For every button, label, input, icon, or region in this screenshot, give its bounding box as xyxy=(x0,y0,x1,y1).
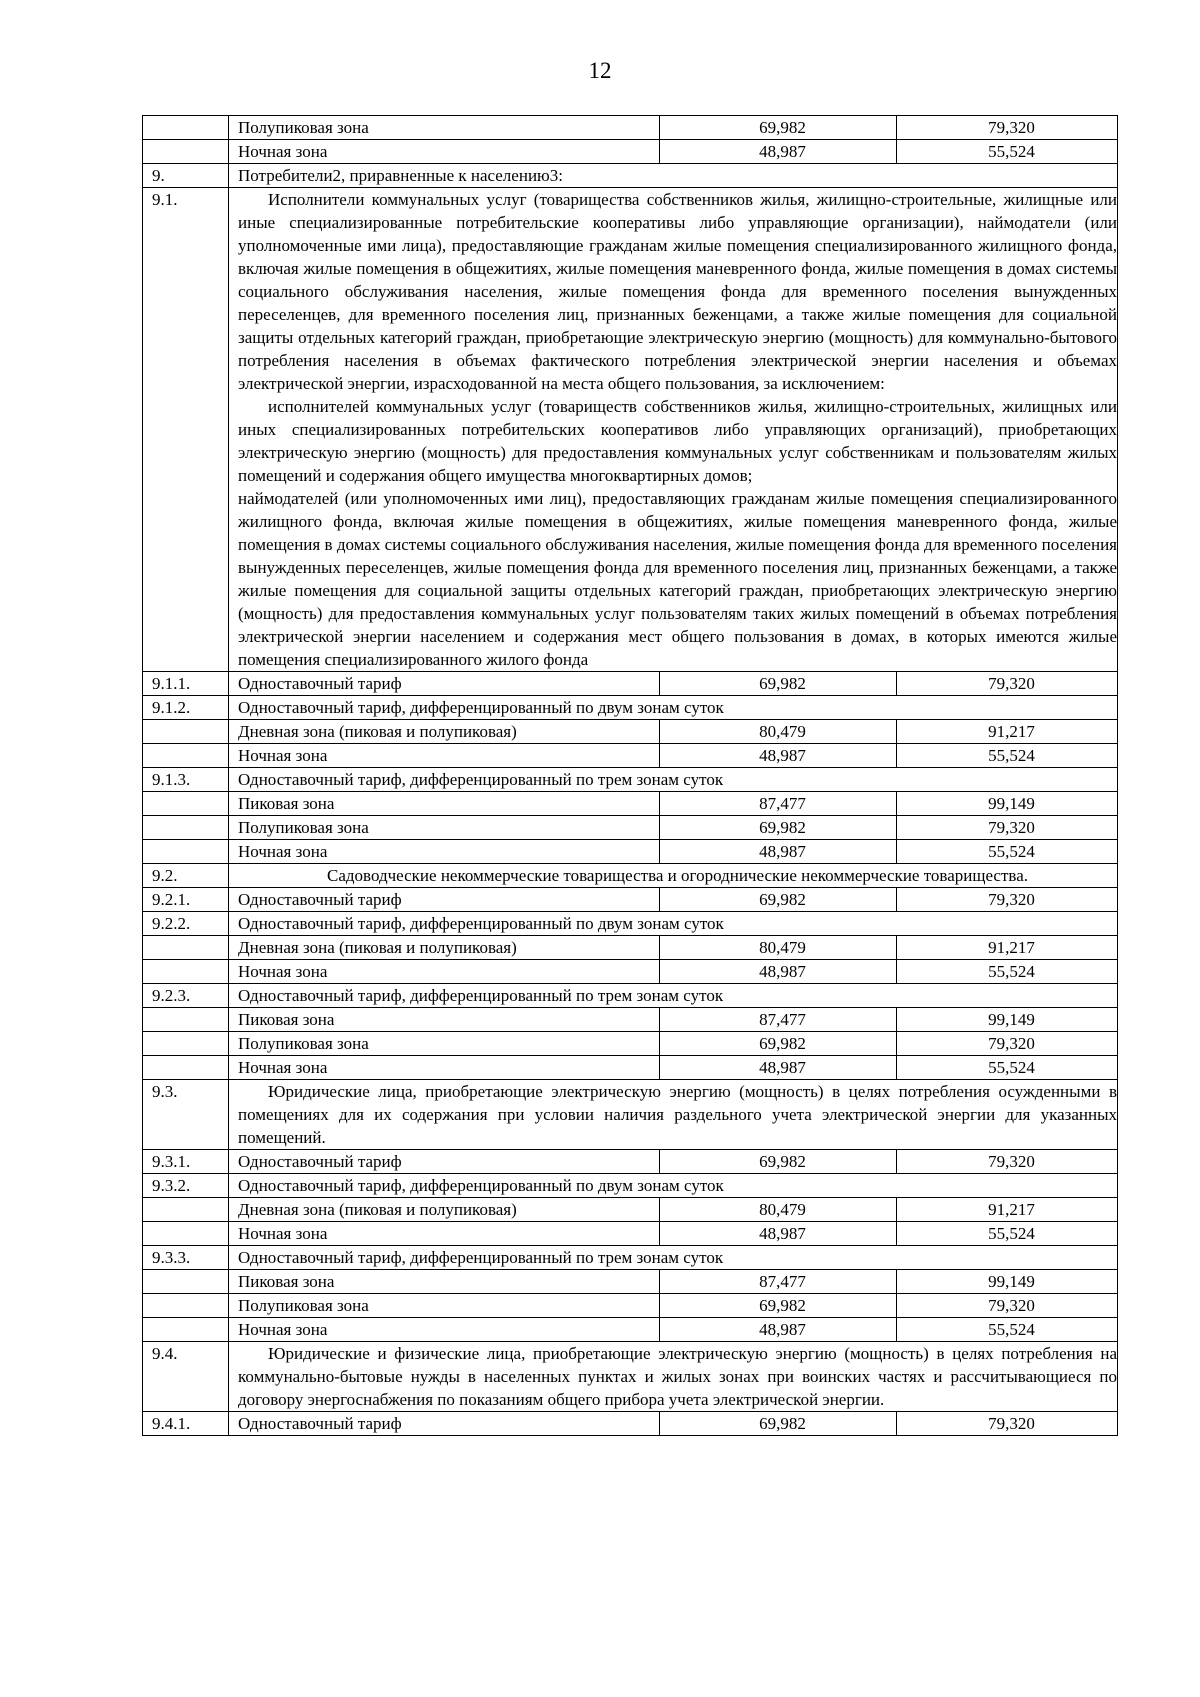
tariff-label: Полупиковая зона xyxy=(229,116,660,140)
table-row xyxy=(143,188,1118,672)
category-description xyxy=(229,1080,1118,1150)
table-row xyxy=(143,984,1118,1008)
tariff-label: Ночная зона xyxy=(229,840,660,864)
row-number xyxy=(143,1294,229,1318)
table-row xyxy=(143,1318,1118,1342)
tariff-group-title: Одноставочный тариф, дифференцированный по трем зонам суток xyxy=(229,984,1118,1008)
row-number: 9.4.1. xyxy=(143,1412,229,1436)
row-number: 9.1.1. xyxy=(143,672,229,696)
description-paragraph: Юридические лица, приобретающие электрическую энергию (мощность) в целях потребления осужденными в помещениях для их содержания при условии наличия раздельного учета электрической энергии для указанных помещений. xyxy=(238,1082,1117,1147)
row-number: 9. xyxy=(143,164,229,188)
row-number xyxy=(143,960,229,984)
tariff-label: Ночная зона xyxy=(229,1056,660,1080)
row-number xyxy=(143,792,229,816)
row-number xyxy=(143,1008,229,1032)
category-description xyxy=(229,1342,1118,1412)
tariff-value-with-vat: 79,320 xyxy=(897,672,1118,696)
row-number: 9.1.2. xyxy=(143,696,229,720)
table-row xyxy=(143,116,1118,140)
tariff-value-without-vat: 48,987 xyxy=(660,840,897,864)
category-title: Садоводческие некоммерческие товарищества и огороднические некоммерческие товарищества. xyxy=(229,864,1118,888)
tariff-value-without-vat: 87,477 xyxy=(660,1008,897,1032)
tariff-label: Ночная зона xyxy=(229,140,660,164)
row-number xyxy=(143,816,229,840)
tariff-label: Полупиковая зона xyxy=(229,1294,660,1318)
tariff-value-without-vat: 80,479 xyxy=(660,720,897,744)
table-row xyxy=(143,140,1118,164)
table-row xyxy=(143,768,1118,792)
tariff-label: Дневная зона (пиковая и полупиковая) xyxy=(229,1198,660,1222)
tariff-value-with-vat: 79,320 xyxy=(897,1150,1118,1174)
table-row xyxy=(143,1198,1118,1222)
tariff-group-title: Одноставочный тариф, дифференцированный по двум зонам суток xyxy=(229,912,1118,936)
tariff-value-without-vat: 48,987 xyxy=(660,960,897,984)
tariff-value-with-vat: 79,320 xyxy=(897,1032,1118,1056)
tariff-group-title: Одноставочный тариф, дифференцированный по двум зонам суток xyxy=(229,696,1118,720)
row-number: 9.3.1. xyxy=(143,1150,229,1174)
tariff-label: Дневная зона (пиковая и полупиковая) xyxy=(229,720,660,744)
tariff-label: Ночная зона xyxy=(229,1318,660,1342)
tariff-value-without-vat: 69,982 xyxy=(660,1294,897,1318)
table-row xyxy=(143,864,1118,888)
row-number: 9.1. xyxy=(143,188,229,672)
tariff-value-with-vat: 91,217 xyxy=(897,936,1118,960)
row-number xyxy=(143,936,229,960)
category-description xyxy=(229,188,1118,672)
row-number xyxy=(143,720,229,744)
table-row xyxy=(143,1008,1118,1032)
tariff-label: Ночная зона xyxy=(229,1222,660,1246)
tariff-value-with-vat: 99,149 xyxy=(897,1008,1118,1032)
table-row xyxy=(143,840,1118,864)
tariff-label: Пиковая зона xyxy=(229,792,660,816)
table-row xyxy=(143,912,1118,936)
tariff-label: Пиковая зона xyxy=(229,1008,660,1032)
tariff-label: Одноставочный тариф xyxy=(229,672,660,696)
tariff-value-without-vat: 80,479 xyxy=(660,1198,897,1222)
page-number: 12 xyxy=(588,58,612,83)
tariff-value-with-vat: 79,320 xyxy=(897,1412,1118,1436)
row-number xyxy=(143,140,229,164)
row-number: 9.2.3. xyxy=(143,984,229,1008)
table-row xyxy=(143,792,1118,816)
tariff-value-with-vat: 79,320 xyxy=(897,816,1118,840)
table-row xyxy=(143,960,1118,984)
tariff-value-without-vat: 69,982 xyxy=(660,1412,897,1436)
table-row xyxy=(143,164,1118,188)
tariff-value-without-vat: 80,479 xyxy=(660,936,897,960)
tariff-value-with-vat: 99,149 xyxy=(897,792,1118,816)
description-paragraph: наймодателей (или уполномоченных ими лиц), предоставляющих гражданам жилые помещения специализированного жилищного фонда, включая жилые помещения в общежитиях, жилые помещения маневренного фонда, жилые помещения в домах системы социального обслуживания населения, жилые помещения фонда для временного поселения вынужденных переселенцев, жилые помещения фонда для временного поселения лиц, признанных беженцами, а также жилые помещения для социальной защиты отдельных категорий граждан, приобретающих электрическую энергию (мощность) для предоставления коммунальных услуг пользователям таких жилых помещений в объемах потребления электрической энергии населением и содержания мест общего пользования в домах, в которых имеются жилые помещения специализированного жилого фонда xyxy=(238,489,1117,669)
row-number xyxy=(143,1270,229,1294)
tariff-value-with-vat: 79,320 xyxy=(897,116,1118,140)
table-row xyxy=(143,1150,1118,1174)
description-paragraph: Юридические и физические лица, приобретающие электрическую энергию (мощность) в целях потребления на коммунально-бытовые нужды в населенных пунктах и жилых зонах при воинских частях и рассчитывающиеся по договору энергоснабжения по показаниям общего прибора учета электрической энергии. xyxy=(238,1344,1117,1409)
tariff-value-without-vat: 48,987 xyxy=(660,1318,897,1342)
table-row xyxy=(143,1174,1118,1198)
table-row xyxy=(143,816,1118,840)
table-row xyxy=(143,720,1118,744)
table-row xyxy=(143,1294,1118,1318)
table-row xyxy=(143,1080,1118,1150)
row-number xyxy=(143,1318,229,1342)
tariff-value-without-vat: 48,987 xyxy=(660,744,897,768)
tariff-value-with-vat: 55,524 xyxy=(897,1222,1118,1246)
tariff-value-with-vat: 91,217 xyxy=(897,720,1118,744)
tariff-label: Дневная зона (пиковая и полупиковая) xyxy=(229,936,660,960)
table-row xyxy=(143,936,1118,960)
tariff-value-without-vat: 69,982 xyxy=(660,1150,897,1174)
row-number xyxy=(143,1056,229,1080)
tariff-value-with-vat: 79,320 xyxy=(897,888,1118,912)
tariff-value-without-vat: 69,982 xyxy=(660,672,897,696)
row-number xyxy=(143,1222,229,1246)
tariff-value-without-vat: 87,477 xyxy=(660,1270,897,1294)
row-number: 9.3.2. xyxy=(143,1174,229,1198)
table-row xyxy=(143,1342,1118,1412)
tariff-label: Одноставочный тариф xyxy=(229,1412,660,1436)
tariff-group-title: Одноставочный тариф, дифференцированный по трем зонам суток xyxy=(229,768,1118,792)
tariff-label: Пиковая зона xyxy=(229,1270,660,1294)
tariff-group-title: Одноставочный тариф, дифференцированный по трем зонам суток xyxy=(229,1246,1118,1270)
tariff-value-with-vat: 91,217 xyxy=(897,1198,1118,1222)
table-row xyxy=(143,1412,1118,1436)
row-number: 9.3. xyxy=(143,1080,229,1150)
row-number: 9.1.3. xyxy=(143,768,229,792)
tariff-value-without-vat: 69,982 xyxy=(660,116,897,140)
table-row xyxy=(143,1270,1118,1294)
tariff-label: Одноставочный тариф xyxy=(229,888,660,912)
row-number: 9.4. xyxy=(143,1342,229,1412)
tariff-label: Ночная зона xyxy=(229,960,660,984)
tariff-value-with-vat: 79,320 xyxy=(897,1294,1118,1318)
table-row xyxy=(143,888,1118,912)
row-number: 9.2.1. xyxy=(143,888,229,912)
table-row xyxy=(143,1032,1118,1056)
tariff-value-without-vat: 69,982 xyxy=(660,816,897,840)
tariff-label: Полупиковая зона xyxy=(229,1032,660,1056)
tariff-label: Ночная зона xyxy=(229,744,660,768)
row-number xyxy=(143,1198,229,1222)
tariff-value-with-vat: 55,524 xyxy=(897,140,1118,164)
tariff-value-with-vat: 55,524 xyxy=(897,744,1118,768)
row-number xyxy=(143,840,229,864)
table-row xyxy=(143,672,1118,696)
table-row xyxy=(143,1056,1118,1080)
row-number: 9.3.3. xyxy=(143,1246,229,1270)
tariff-label: Одноставочный тариф xyxy=(229,1150,660,1174)
tariff-value-without-vat: 48,987 xyxy=(660,1056,897,1080)
row-number xyxy=(143,744,229,768)
row-number xyxy=(143,116,229,140)
tariff-value-without-vat: 87,477 xyxy=(660,792,897,816)
table-row xyxy=(143,744,1118,768)
row-number: 9.2. xyxy=(143,864,229,888)
category-title: Потребители2, приравненные к населению3: xyxy=(229,164,1118,188)
row-number xyxy=(143,1032,229,1056)
tariff-value-without-vat: 69,982 xyxy=(660,1032,897,1056)
tariff-value-with-vat: 55,524 xyxy=(897,1318,1118,1342)
tariff-label: Полупиковая зона xyxy=(229,816,660,840)
tariff-value-without-vat: 48,987 xyxy=(660,1222,897,1246)
description-paragraph: исполнителей коммунальных услуг (товариществ собственников жилья, жилищно-строительных, жилищных или иных специализированных потребительских кооперативов либо управляющих организаций), приобретающих электрическую энергию (мощность) для предоставления коммунальных услуг собственникам и пользователям жилых помещений и содержания общего имущества многоквартирных домов; xyxy=(238,397,1117,485)
tariff-value-with-vat: 55,524 xyxy=(897,840,1118,864)
tariff-value-without-vat: 69,982 xyxy=(660,888,897,912)
table-row xyxy=(143,696,1118,720)
row-number: 9.2.2. xyxy=(143,912,229,936)
tariff-table xyxy=(142,115,1118,1436)
table-row xyxy=(143,1246,1118,1270)
tariff-value-without-vat: 48,987 xyxy=(660,140,897,164)
tariff-value-with-vat: 99,149 xyxy=(897,1270,1118,1294)
tariff-value-with-vat: 55,524 xyxy=(897,1056,1118,1080)
table-row xyxy=(143,1222,1118,1246)
description-paragraph: Исполнители коммунальных услуг (товарищества собственников жилья, жилищно-строительные, жилищные или иные специализированные потребительские кооперативы либо управляющие организации), наймодатели (или уполномоченные ими лица), предоставляющие гражданам жилые помещения специализированного жилищного фонда, включая жилые помещения в общежитиях, жилые помещения маневренного фонда, жилые помещения в домах системы социального обслуживания населения, жилые помещения фонда для временного поселения вынужденных переселенцев, для временного поселения лиц, признанных беженцами, а также жилые помещения для социальной защиты отдельных категорий граждан, приобретающие электрическую энергию (мощность) для коммунально-бытового потребления населения в объемах фактического потребления электрической энергии населения и объемах электрической энергии, израсходованной на места общего пользования, за исключением: xyxy=(238,190,1117,393)
tariff-group-title: Одноставочный тариф, дифференцированный по двум зонам суток xyxy=(229,1174,1118,1198)
tariff-value-with-vat: 55,524 xyxy=(897,960,1118,984)
